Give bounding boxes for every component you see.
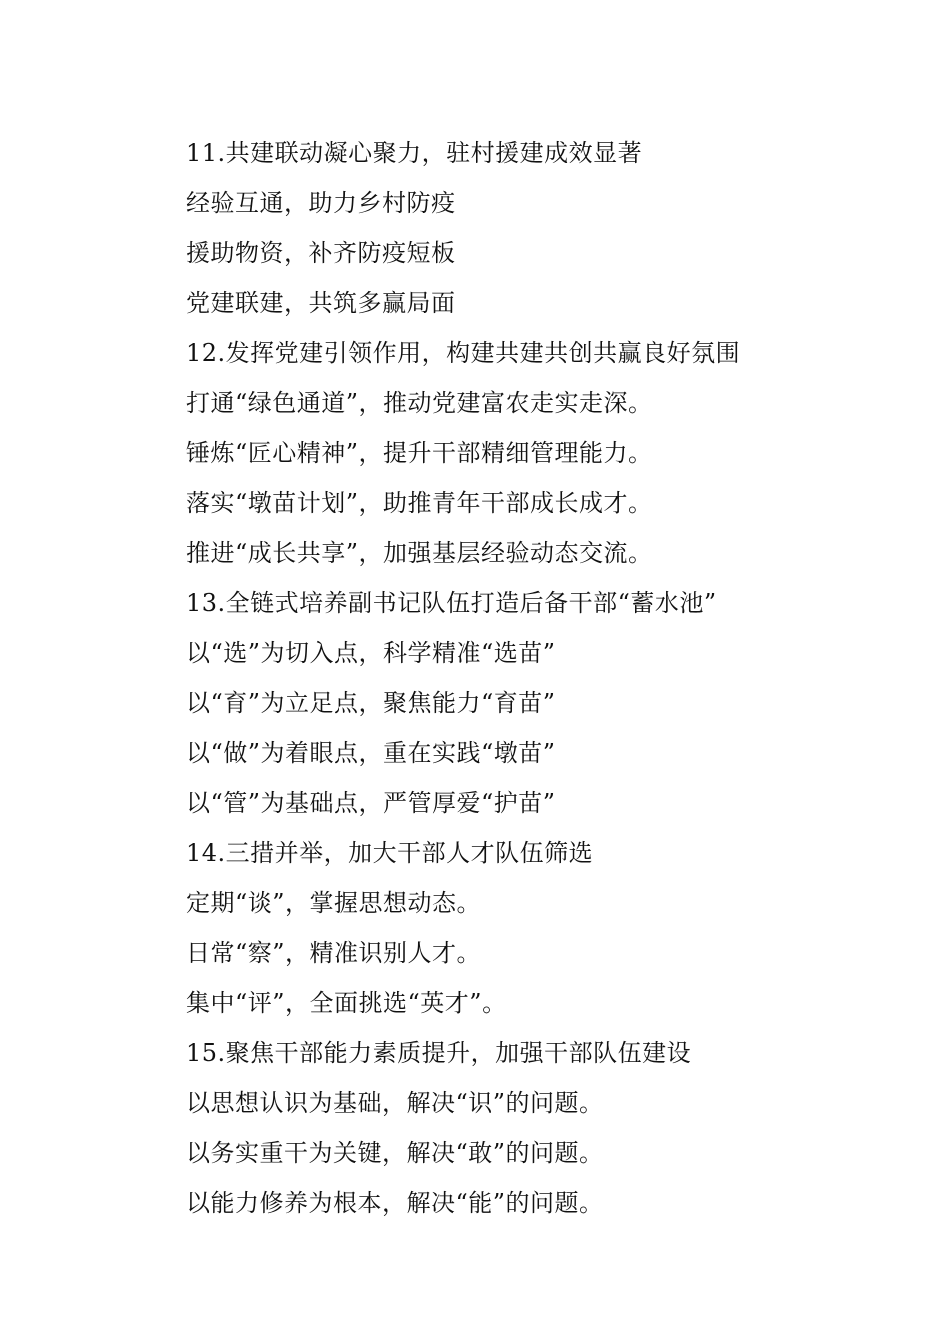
- text-line: 锤炼“匠心精神”，提升干部精细管理能力。: [186, 439, 653, 467]
- heading-13: 13.全链式培养副书记队伍打造后备干部“蓄水池”: [186, 589, 717, 617]
- text-line: 经验互通，助力乡村防疫: [186, 189, 456, 217]
- text-line: 以务实重干为关键，解决“敢”的问题。: [186, 1139, 604, 1167]
- text-line: 集中“评”，全面挑选“英才”。: [186, 989, 507, 1017]
- text-line: 以思想认识为基础，解决“识”的问题。: [186, 1089, 604, 1117]
- text-line: 落实“墩苗计划”，助推青年干部成长成才。: [186, 489, 653, 517]
- text-line: 以能力修养为根本，解决“能”的问题。: [186, 1189, 604, 1217]
- text-line: 以“管”为基础点，严管厚爱“护苗”: [186, 789, 556, 817]
- text-line: 以“育”为立足点，聚焦能力“育苗”: [186, 689, 556, 717]
- heading-15: 15.聚焦干部能力素质提升，加强干部队伍建设: [186, 1039, 692, 1067]
- text-line: 打通“绿色通道”，推动党建富农走实走深。: [186, 389, 653, 417]
- text-line: 推进“成长共享”，加强基层经验动态交流。: [186, 539, 653, 567]
- heading-11: 11.共建联动凝心聚力，驻村援建成效显著: [186, 139, 643, 167]
- document-body: [186, 128, 906, 1228]
- text-line: 援助物资，补齐防疫短板: [186, 239, 456, 267]
- heading-14: 14.三措并举，加大干部人才队伍筛选: [186, 839, 594, 867]
- text-line: 以“选”为切入点，科学精准“选苗”: [186, 639, 556, 667]
- text-line: 党建联建，共筑多赢局面: [186, 289, 456, 317]
- text-line: 以“做”为着眼点，重在实践“墩苗”: [186, 739, 556, 767]
- text-line: 日常“察”，精准识别人才。: [186, 939, 482, 967]
- text-line: 定期“谈”，掌握思想动态。: [186, 889, 482, 917]
- heading-12: 12.发挥党建引领作用，构建共建共创共赢良好氛围: [186, 339, 741, 367]
